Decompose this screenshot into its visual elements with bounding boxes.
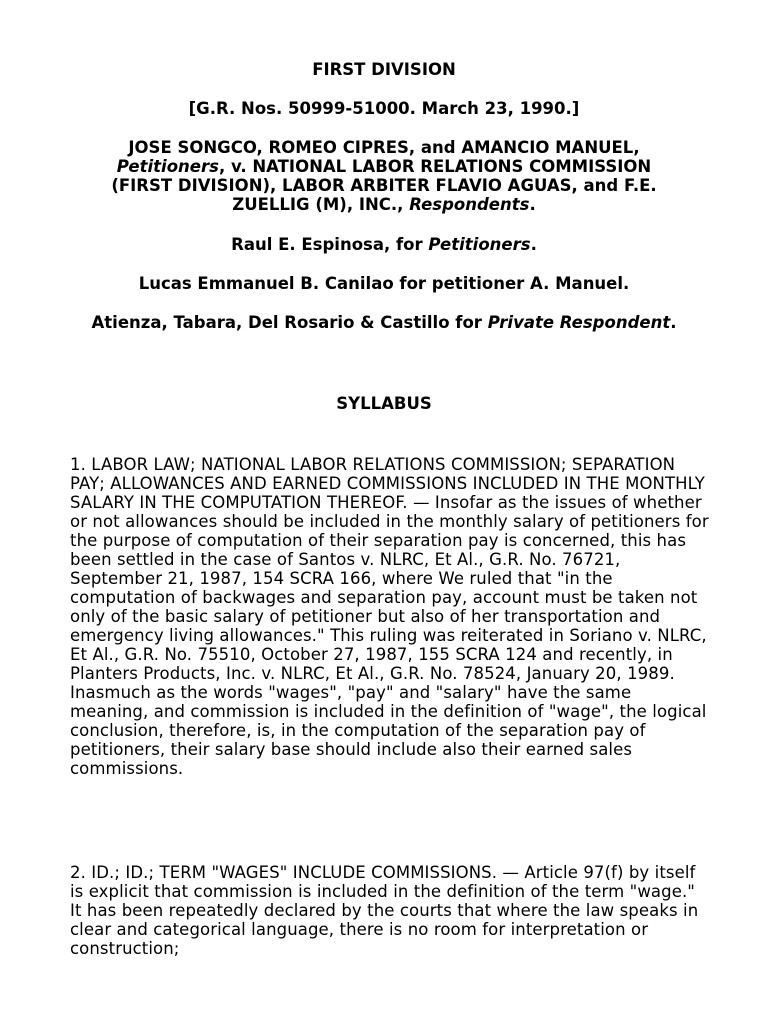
case-parties [90, 138, 678, 214]
counsel-first-end: . [530, 235, 537, 254]
counsel-first-role: Petitioners [428, 235, 531, 254]
petitioners-names: JOSE SONGCO, ROMEO CIPRES, and AMANCIO MANUEL, [128, 138, 640, 157]
case-number: [G.R. Nos. 50999-51000. March 23, 1990.] [188, 99, 580, 118]
division-heading: FIRST DIVISION [312, 60, 456, 79]
versus-text: , v. NATIONAL LABOR RELATIONS COMMISSION (FIRST DIVISION), LABOR ARBITER FLAVIO AGUAS, and F.E. ZUELLIG (M), INC., [111, 157, 657, 214]
respondents-label: Respondents [409, 195, 530, 214]
counsel-petitioners [60, 235, 708, 254]
syllabus-paragraph-1: 1. LABOR LAW; NATIONAL LABOR RELATIONS COMMISSION; SEPARATION PAY; ALLOWANCES AND EARNED COMMISSIONS INCLUDED IN THE MONTHLY SALARY IN THE COMPUTATION THEREOF. — Insofar as the issues of whether or not allowances should be included in the monthly salary of petitioners for the purpose of computation of their separation pay is concerned, this has been settled in the case of Santos v. NLRC, Et Al., G.R. No. 76721, September 21, 1987, 154 SCRA 166, where We ruled that "in the computation of backwages and separation pay, account must be taken not only of the basic salary of petitioner but also of her transportation and emergency living allowances." This ruling was reiterated in Soriano v. NLRC, Et Al., G.R. No. 75510, October 27, 1987, 155 SCRA 124 and recently, in Planters Products, Inc. v. NLRC, Et Al., G.R. No. 78524, January 20, 1989. Inasmuch as the words "wages", "pay" and "salary" have the same meaning, and commission is included in the definition of "wage", the logical conclusion, therefore, is, in the computation of the separation pay of petitioners, their salary base should include also their earned sales commissions. [70, 455, 709, 778]
counsel-private-respondent [90, 313, 678, 332]
counsel-first-name: Raul E. Espinosa, for [231, 235, 423, 254]
syllabus-heading: SYLLABUS [336, 394, 432, 413]
syllabus-paragraph-2: 2. ID.; ID.; TERM "WAGES" INCLUDE COMMISSIONS. — Article 97(f) by itself is explicit that commission is included in the definition of the term "wage." It has been repeatedly declared by the courts that where the law speaks in clear and categorical language, there is no room for interpretation or construction; [70, 863, 699, 958]
petitioners-label: Petitioners [116, 157, 219, 176]
parties-end: . [529, 195, 536, 214]
counsel-third-end: . [670, 313, 677, 332]
counsel-manuel: Lucas Emmanuel B. Canilao for petitioner A. Manuel. [138, 274, 630, 293]
counsel-third-role: Private Respondent [487, 313, 671, 332]
counsel-third-name: Atienza, Tabara, Del Rosario & Castillo for [91, 313, 482, 332]
